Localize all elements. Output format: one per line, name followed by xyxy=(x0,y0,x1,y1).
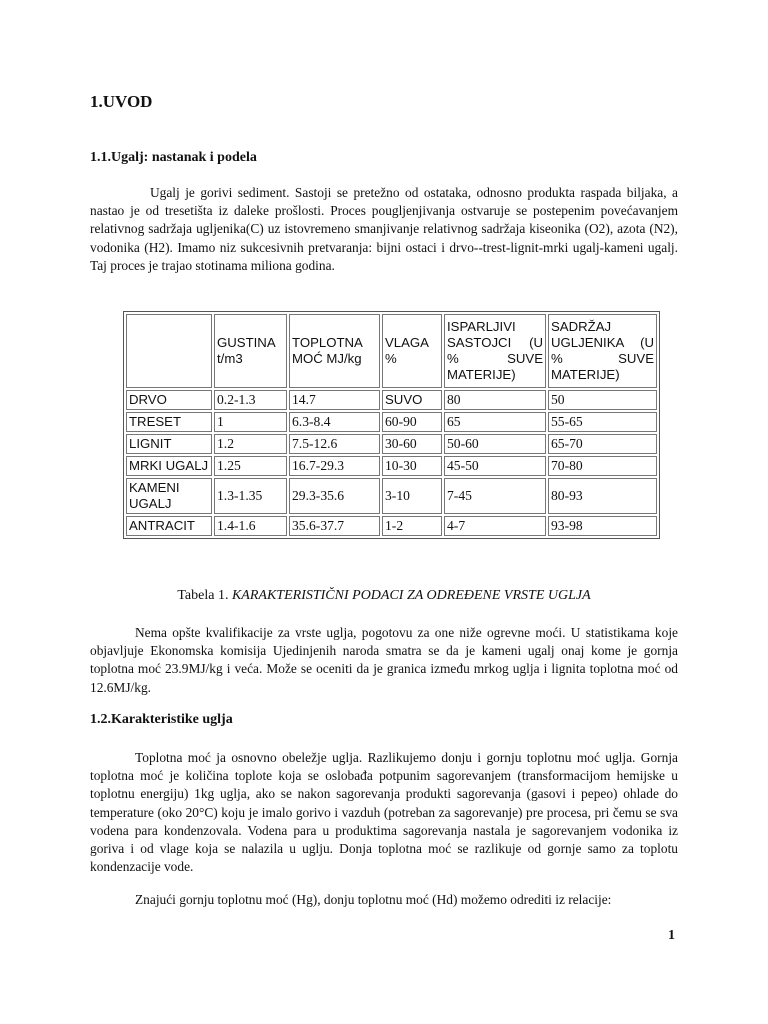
table-cell: SUVO xyxy=(382,390,442,410)
table-header-cell: SADRŽAJ UGLJENIKA (U % SUVE MATERIJE) xyxy=(548,314,657,388)
table-cell: 65 xyxy=(444,412,546,432)
table-cell: 1-2 xyxy=(382,516,442,536)
table-header-cell: ISPARLJIVI SASTOJCI (U % SUVE MATERIJE) xyxy=(444,314,546,388)
table-row xyxy=(126,456,657,476)
table-cell: 0.2-1.3 xyxy=(214,390,287,410)
table-header-row xyxy=(126,314,657,388)
table-cell: 7.5-12.6 xyxy=(289,434,380,454)
relation-paragraph: Znajući gornju toplotnu moć (Hg), donju toplotnu moć (Hd) možemo odrediti iz relacije: xyxy=(135,892,612,907)
table-row xyxy=(126,516,657,536)
coal-data-table xyxy=(123,311,660,539)
classification-paragraph: Nema opšte kvalifikacije za vrste uglja, pogotovu za one niže ogrevne moći. U statistikama koje objavljuje Ekonomska komisija Ujedinjenih naroda smatra se da je kameni ugalj onaj kome je gornja toplotna moć 23.9MJ/kg i veća. Može se oceniti da je granica između mrkog uglja i lignita toplotna moć od 12.6MJ/kg. xyxy=(90,625,678,695)
table-cell: 35.6-37.7 xyxy=(289,516,380,536)
table-caption xyxy=(0,588,768,604)
table-row xyxy=(126,478,657,514)
table-cell-name: DRVO xyxy=(126,390,212,410)
table-cell-name: KAMENI UGALJ xyxy=(126,478,212,514)
table-cell: 6.3-8.4 xyxy=(289,412,380,432)
table-cell: 29.3-35.6 xyxy=(289,478,380,514)
table-cell-name: LIGNIT xyxy=(126,434,212,454)
caption-text: KARAKTERISTIČNI PODACI ZA ODREĐENE VRSTE UGLJA xyxy=(231,588,591,603)
table-cell-name: MRKI UGALJ xyxy=(126,456,212,476)
table-cell: 80-93 xyxy=(548,478,657,514)
table-cell: 1.3-1.35 xyxy=(214,478,287,514)
table-cell: 50-60 xyxy=(444,434,546,454)
intro-paragraph: Ugalj je gorivi sediment. Sastoji se pretežno od ostataka, odnosno produkta raspada biljaka, a nastao je od tresetišta iz daleke prošlosti. Proces pougljenjivanja ostvaruje se postepenim povećavanjem relativnog sadržaja ugljenika(C) uz istovremeno smanjivanje relativnog sadržaja kiseonika (O2), azota (N2), vodonika (H2). Imamo niz sukcesivnih pretvaranja: bijni ostaci i drvo--trest-lignit-mrki ugalj-kameni ugalj. Taj proces je trajao stotinama miliona godina. xyxy=(90,185,678,273)
table-cell: 7-45 xyxy=(444,478,546,514)
page-number: 1 xyxy=(668,928,675,943)
table-cell: 80 xyxy=(444,390,546,410)
table-header-cell xyxy=(126,314,212,388)
table-cell: 1.25 xyxy=(214,456,287,476)
section-heading-1-1: 1.1.Ugalj: nastanak i podela xyxy=(90,150,257,165)
table-cell: 55-65 xyxy=(548,412,657,432)
table-cell: 45-50 xyxy=(444,456,546,476)
table-header-cell: TOPLOTNA MOĆ MJ/kg xyxy=(289,314,380,388)
table-cell: 1.2 xyxy=(214,434,287,454)
table-cell: 16.7-29.3 xyxy=(289,456,380,476)
table-cell: 3-10 xyxy=(382,478,442,514)
table-header-cell: VLAGA % xyxy=(382,314,442,388)
table-cell: 14.7 xyxy=(289,390,380,410)
table-cell: 93-98 xyxy=(548,516,657,536)
table-row xyxy=(126,434,657,454)
table-cell: 1 xyxy=(214,412,287,432)
table-row xyxy=(126,390,657,410)
table-cell-name: TRESET xyxy=(126,412,212,432)
table-header-cell: GUSTINA t/m3 xyxy=(214,314,287,388)
table-cell: 10-30 xyxy=(382,456,442,476)
table-cell: 60-90 xyxy=(382,412,442,432)
characteristics-paragraph: Toplotna moć ja osnovno obeležje uglja. Razlikujemo donju i gornju toplotnu moć uglja. Gornja toplotna moć je količina toplote koja se oslobađa potpunim sagorevanjem (transformacijom hemijske u toplotnu energiju) 1kg uglja, ako se nakon sagorevanja produkti sagorevanja (gasovi i pepeo) ohlade do temperature (oko 20°C) koju je imalo gorivo i vazduh (potreban za sagorevanje) pre procesa, pri čemu se sva vodena para kondenzovala. Vodena para u produktima sagorevanja nastala je sagorevanjem vodonika iz goriva i od vlage koja se nalazila u uglju. Donja toplotna moć se razlikuje od gornje samo za toplotu kondenzacije vode. xyxy=(90,750,678,875)
main-heading: 1.UVOD xyxy=(90,92,153,111)
table-cell: 30-60 xyxy=(382,434,442,454)
table-cell: 70-80 xyxy=(548,456,657,476)
table-cell: 65-70 xyxy=(548,434,657,454)
table-row xyxy=(126,412,657,432)
table-cell-name: ANTRACIT xyxy=(126,516,212,536)
section-heading-1-2: 1.2.Karakteristike uglja xyxy=(90,712,233,727)
table-cell: 1.4-1.6 xyxy=(214,516,287,536)
table-cell: 50 xyxy=(548,390,657,410)
caption-prefix: Tabela 1. xyxy=(177,588,229,603)
table-cell: 4-7 xyxy=(444,516,546,536)
